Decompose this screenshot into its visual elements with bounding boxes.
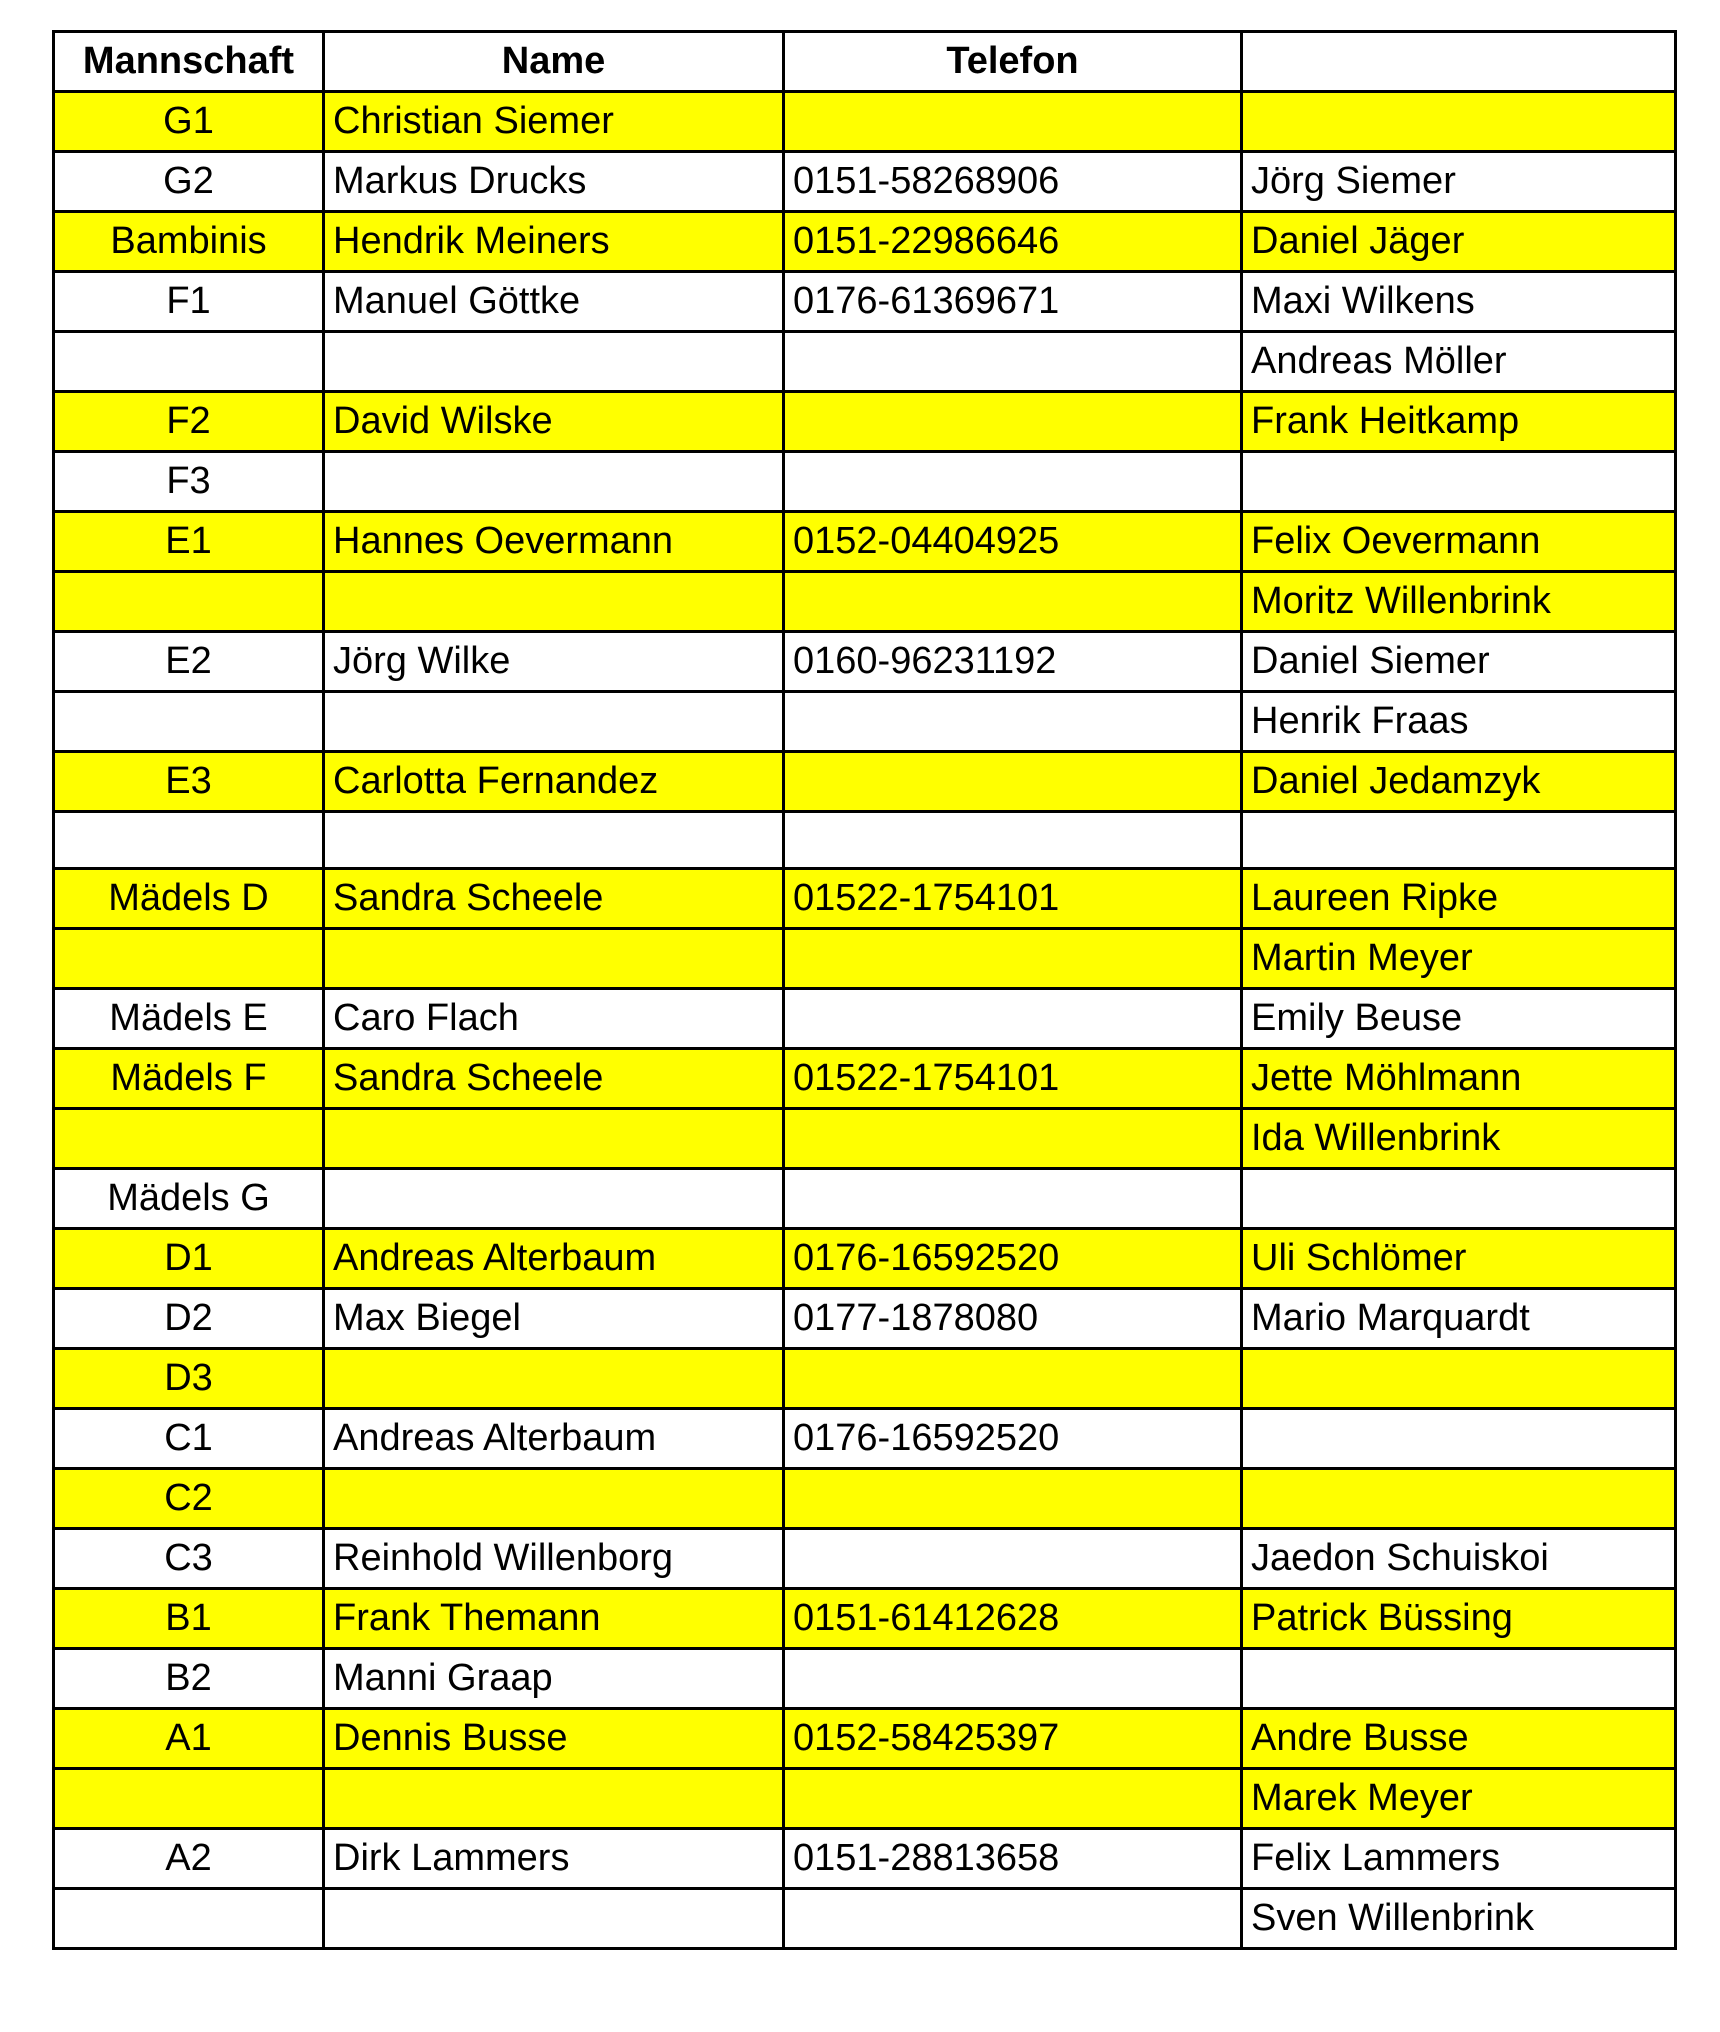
phone-cell: 0176-61369671 xyxy=(784,272,1242,332)
phone-cell xyxy=(784,1109,1242,1169)
name-cell: Christian Siemer xyxy=(324,92,784,152)
team-cell: A2 xyxy=(54,1829,324,1889)
extra-name-cell xyxy=(1242,1409,1676,1469)
extra-name-cell: Emily Beuse xyxy=(1242,989,1676,1049)
team-cell: A1 xyxy=(54,1709,324,1769)
team-cell: C2 xyxy=(54,1469,324,1529)
extra-name-cell: Mario Marquardt xyxy=(1242,1289,1676,1349)
phone-cell: 0152-58425397 xyxy=(784,1709,1242,1769)
name-cell: Jörg Wilke xyxy=(324,632,784,692)
phone-cell: 0151-22986646 xyxy=(784,212,1242,272)
table-row xyxy=(54,929,1676,989)
team-cell: C1 xyxy=(54,1409,324,1469)
name-cell: David Wilske xyxy=(324,392,784,452)
extra-name-cell: Uli Schlömer xyxy=(1242,1229,1676,1289)
table-row xyxy=(54,1709,1676,1769)
extra-name-cell: Sven Willenbrink xyxy=(1242,1889,1676,1949)
name-cell: Andreas Alterbaum xyxy=(324,1229,784,1289)
table-row xyxy=(54,1529,1676,1589)
extra-name-cell: Henrik Fraas xyxy=(1242,692,1676,752)
name-cell xyxy=(324,1769,784,1829)
name-cell: Andreas Alterbaum xyxy=(324,1409,784,1469)
extra-name-cell: Daniel Jedamzyk xyxy=(1242,752,1676,812)
team-cell: E3 xyxy=(54,752,324,812)
table-row xyxy=(54,1589,1676,1649)
phone-cell: 0151-58268906 xyxy=(784,152,1242,212)
phone-cell: 0151-61412628 xyxy=(784,1589,1242,1649)
table-body xyxy=(54,92,1676,1949)
team-cell: Mädels E xyxy=(54,989,324,1049)
extra-name-cell: Felix Oevermann xyxy=(1242,512,1676,572)
table-row xyxy=(54,752,1676,812)
table-row xyxy=(54,1109,1676,1169)
name-cell xyxy=(324,812,784,869)
extra-name-cell: Jörg Siemer xyxy=(1242,152,1676,212)
phone-cell xyxy=(784,1169,1242,1229)
phone-cell: 0177-1878080 xyxy=(784,1289,1242,1349)
extra-name-cell xyxy=(1242,812,1676,869)
phone-cell xyxy=(784,1529,1242,1589)
table-row xyxy=(54,1049,1676,1109)
extra-name-cell: Andre Busse xyxy=(1242,1709,1676,1769)
team-cell: E2 xyxy=(54,632,324,692)
team-cell: D2 xyxy=(54,1289,324,1349)
team-cell: Mädels D xyxy=(54,869,324,929)
phone-cell xyxy=(784,1469,1242,1529)
phone-cell xyxy=(784,572,1242,632)
name-cell xyxy=(324,1889,784,1949)
table-row xyxy=(54,92,1676,152)
extra-name-cell xyxy=(1242,1349,1676,1409)
team-cell: Mädels G xyxy=(54,1169,324,1229)
team-cell xyxy=(54,692,324,752)
table-row xyxy=(54,1289,1676,1349)
team-cell: D1 xyxy=(54,1229,324,1289)
phone-cell xyxy=(784,452,1242,512)
table-row xyxy=(54,332,1676,392)
extra-name-cell xyxy=(1242,92,1676,152)
phone-cell: 01522-1754101 xyxy=(784,869,1242,929)
name-cell xyxy=(324,332,784,392)
phone-cell xyxy=(784,692,1242,752)
table-row xyxy=(54,1889,1676,1949)
team-cell: G1 xyxy=(54,92,324,152)
team-cell: E1 xyxy=(54,512,324,572)
name-cell: Sandra Scheele xyxy=(324,1049,784,1109)
team-cell: B2 xyxy=(54,1649,324,1709)
name-cell: Sandra Scheele xyxy=(324,869,784,929)
table-row xyxy=(54,1169,1676,1229)
extra-name-cell: Marek Meyer xyxy=(1242,1769,1676,1829)
name-cell: Caro Flach xyxy=(324,989,784,1049)
phone-cell: 0176-16592520 xyxy=(784,1409,1242,1469)
table-row xyxy=(54,1409,1676,1469)
team-cell xyxy=(54,1889,324,1949)
table-row xyxy=(54,152,1676,212)
phone-cell xyxy=(784,1649,1242,1709)
team-cell xyxy=(54,1109,324,1169)
team-cell: Mädels F xyxy=(54,1049,324,1109)
extra-name-cell xyxy=(1242,1649,1676,1709)
header-row xyxy=(54,32,1676,92)
name-cell xyxy=(324,452,784,512)
extra-name-cell xyxy=(1242,452,1676,512)
table-row xyxy=(54,1229,1676,1289)
team-cell: C3 xyxy=(54,1529,324,1589)
team-cell: F2 xyxy=(54,392,324,452)
extra-name-cell: Martin Meyer xyxy=(1242,929,1676,989)
table-row xyxy=(54,1349,1676,1409)
name-cell: Dennis Busse xyxy=(324,1709,784,1769)
extra-name-cell: Jaedon Schuiskoi xyxy=(1242,1529,1676,1589)
team-cell: G2 xyxy=(54,152,324,212)
name-cell xyxy=(324,1109,784,1169)
extra-name-cell: Daniel Jäger xyxy=(1242,212,1676,272)
name-cell: Hendrik Meiners xyxy=(324,212,784,272)
name-cell: Frank Themann xyxy=(324,1589,784,1649)
extra-name-cell xyxy=(1242,1469,1676,1529)
phone-cell xyxy=(784,1769,1242,1829)
extra-name-cell: Frank Heitkamp xyxy=(1242,392,1676,452)
table-row xyxy=(54,692,1676,752)
phone-cell: 0176-16592520 xyxy=(784,1229,1242,1289)
name-cell xyxy=(324,692,784,752)
team-cell: D3 xyxy=(54,1349,324,1409)
extra-name-cell: Maxi Wilkens xyxy=(1242,272,1676,332)
name-cell: Manni Graap xyxy=(324,1649,784,1709)
extra-name-cell: Felix Lammers xyxy=(1242,1829,1676,1889)
table-row xyxy=(54,452,1676,512)
extra-name-cell: Patrick Büssing xyxy=(1242,1589,1676,1649)
name-cell: Hannes Oevermann xyxy=(324,512,784,572)
table-row xyxy=(54,392,1676,452)
phone-cell xyxy=(784,92,1242,152)
name-cell xyxy=(324,1469,784,1529)
table-row xyxy=(54,572,1676,632)
phone-cell xyxy=(784,392,1242,452)
phone-cell: 01522-1754101 xyxy=(784,1049,1242,1109)
header-extra xyxy=(1242,32,1676,92)
name-cell: Manuel Göttke xyxy=(324,272,784,332)
name-cell: Dirk Lammers xyxy=(324,1829,784,1889)
phone-cell xyxy=(784,812,1242,869)
phone-cell: 0151-28813658 xyxy=(784,1829,1242,1889)
team-cell xyxy=(54,929,324,989)
extra-name-cell xyxy=(1242,1169,1676,1229)
phone-cell: 0160-96231192 xyxy=(784,632,1242,692)
extra-name-cell: Daniel Siemer xyxy=(1242,632,1676,692)
name-cell xyxy=(324,1169,784,1229)
name-cell xyxy=(324,929,784,989)
phone-cell xyxy=(784,752,1242,812)
table-row xyxy=(54,1829,1676,1889)
name-cell: Carlotta Fernandez xyxy=(324,752,784,812)
header-telefon: Telefon xyxy=(784,32,1242,92)
name-cell: Reinhold Willenborg xyxy=(324,1529,784,1589)
extra-name-cell: Jette Möhlmann xyxy=(1242,1049,1676,1109)
table-row xyxy=(54,989,1676,1049)
table-row xyxy=(54,632,1676,692)
header-mannschaft: Mannschaft xyxy=(54,32,324,92)
phone-cell xyxy=(784,929,1242,989)
table-row xyxy=(54,512,1676,572)
phone-cell: 0152-04404925 xyxy=(784,512,1242,572)
team-cell xyxy=(54,572,324,632)
team-cell: F3 xyxy=(54,452,324,512)
header-name: Name xyxy=(324,32,784,92)
phone-cell xyxy=(784,332,1242,392)
extra-name-cell: Andreas Möller xyxy=(1242,332,1676,392)
team-cell: B1 xyxy=(54,1589,324,1649)
table-row xyxy=(54,1649,1676,1709)
team-cell xyxy=(54,1769,324,1829)
phone-cell xyxy=(784,989,1242,1049)
team-cell xyxy=(54,332,324,392)
table-row xyxy=(54,212,1676,272)
name-cell: Markus Drucks xyxy=(324,152,784,212)
table-row xyxy=(54,272,1676,332)
table-row xyxy=(54,812,1676,869)
phone-cell xyxy=(784,1889,1242,1949)
phone-cell xyxy=(784,1349,1242,1409)
extra-name-cell: Laureen Ripke xyxy=(1242,869,1676,929)
team-cell: F1 xyxy=(54,272,324,332)
name-cell xyxy=(324,1349,784,1409)
name-cell: Max Biegel xyxy=(324,1289,784,1349)
team-cell: Bambinis xyxy=(54,212,324,272)
team-cell xyxy=(54,812,324,869)
extra-name-cell: Ida Willenbrink xyxy=(1242,1109,1676,1169)
extra-name-cell: Moritz Willenbrink xyxy=(1242,572,1676,632)
name-cell xyxy=(324,572,784,632)
table-row xyxy=(54,1469,1676,1529)
table-row xyxy=(54,1769,1676,1829)
contact-table xyxy=(52,30,1677,1950)
table-row xyxy=(54,869,1676,929)
